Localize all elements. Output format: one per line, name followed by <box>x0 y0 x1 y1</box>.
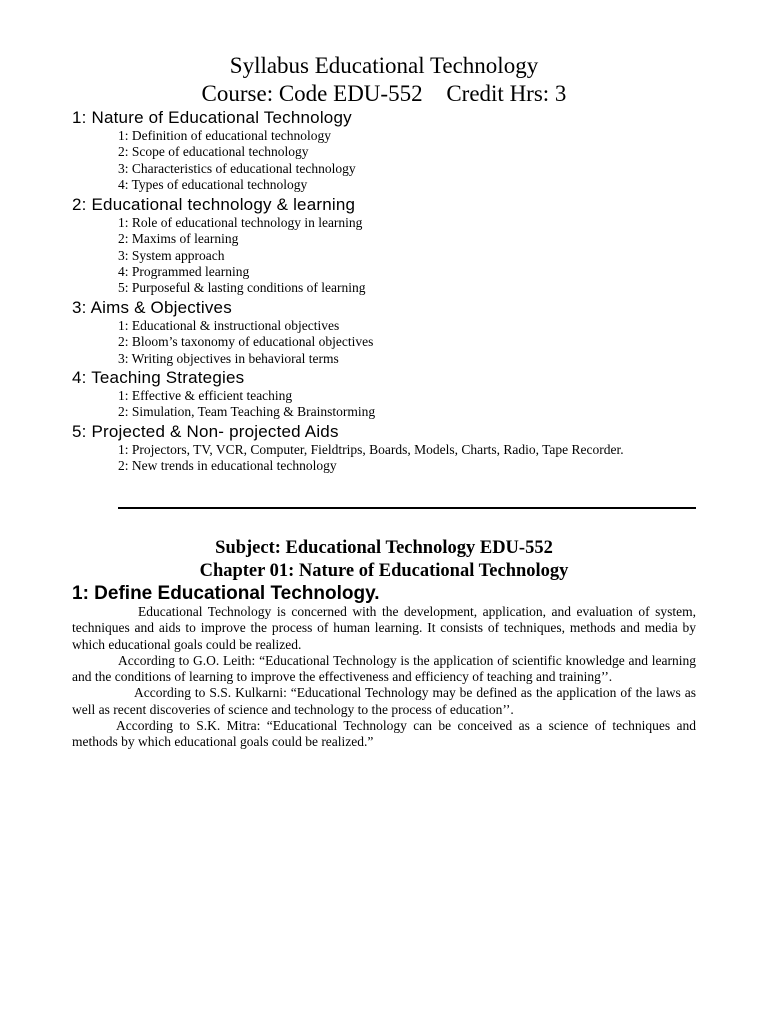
topic-list <box>72 388 712 421</box>
topic-item: 2: Bloom’s taxonomy of educational objectives <box>118 334 374 350</box>
section-heading: 1: Nature of Educational Technology <box>72 108 352 127</box>
topic-list <box>72 215 712 296</box>
topic-list <box>72 442 712 475</box>
topic-item: 2: Maxims of learning <box>118 231 239 247</box>
syllabus-section-3 <box>72 298 712 367</box>
syllabus-section-5 <box>72 422 712 475</box>
topic-item: 3: Writing objectives in behavioral terms <box>118 350 339 366</box>
section-heading: 3: Aims & Objectives <box>72 298 232 317</box>
syllabus-section-1 <box>72 108 712 193</box>
horizontal-divider <box>118 507 696 509</box>
course-info-line <box>0 80 768 108</box>
credit-hours: Credit Hrs: 3 <box>446 81 567 106</box>
paragraph: According to S.K. Mitra: “Educational Technology can be conceived as a science of techniques and methods by which educational goals could be realized.” <box>72 718 696 750</box>
topic-item: 2: New trends in educational technology <box>118 458 337 474</box>
syllabus-section-2 <box>72 195 712 296</box>
topic-item: 4: Programmed learning <box>118 263 250 279</box>
topic-list <box>72 318 712 367</box>
question-heading: 1: Define Educational Technology. <box>72 583 380 604</box>
topic-list <box>72 128 712 193</box>
subject-heading: Subject: Educational Technology EDU-552 <box>215 538 553 558</box>
topic-item: 5: Purposeful & lasting conditions of learning <box>118 280 366 296</box>
section-heading: 2: Educational technology & learning <box>72 195 356 214</box>
topic-item: 4: Types of educational technology <box>118 176 308 192</box>
course-code: Course: Code EDU-552 <box>201 81 423 106</box>
chapter-heading: Chapter 01: Nature of Educational Technology <box>199 561 569 581</box>
topic-item: 1: Educational & instructional objectives <box>118 318 340 333</box>
section-heading: 5: Projected & Non- projected Aids <box>72 422 339 441</box>
body-text <box>72 604 696 751</box>
topic-item: 3: Characteristics of educational technology <box>118 160 356 176</box>
topic-item: 1: Definition of educational technology <box>118 128 331 143</box>
section-heading: 4: Teaching Strategies <box>72 368 245 387</box>
topic-item: 1: Projectors, TV, VCR, Computer, Fieldtrips, Boards, Models, Charts, Radio, Tape Recorder. <box>118 442 624 457</box>
topic-item: 3: System approach <box>118 247 225 263</box>
topic-item: 2: Scope of educational technology <box>118 144 309 160</box>
page-title: Syllabus Educational Technology <box>229 53 539 78</box>
paragraph: According to G.O. Leith: “Educational Technology is the application of scientific knowledge and learning and the conditions of learning to improve the effectiveness and efficiency of teaching and training’’. <box>72 652 696 685</box>
syllabus-section-4 <box>72 368 712 421</box>
paragraph: According to S.S. Kulkarni: “Educational Technology may be defined as the application of the laws as well as recent discoveries of science and technology to the process of education’’. <box>72 685 696 717</box>
topic-item: 1: Effective & efficient teaching <box>118 388 293 403</box>
paragraph: Educational Technology is concerned with the development, application, and evaluation of system, techniques and aids to improve the process of human learning. It consists of techniques, methods and media by which educational goals could be realized. <box>72 604 696 652</box>
topic-item: 1: Role of educational technology in learning <box>118 215 363 230</box>
topic-item: 2: Simulation, Team Teaching & Brainstorming <box>118 404 376 420</box>
